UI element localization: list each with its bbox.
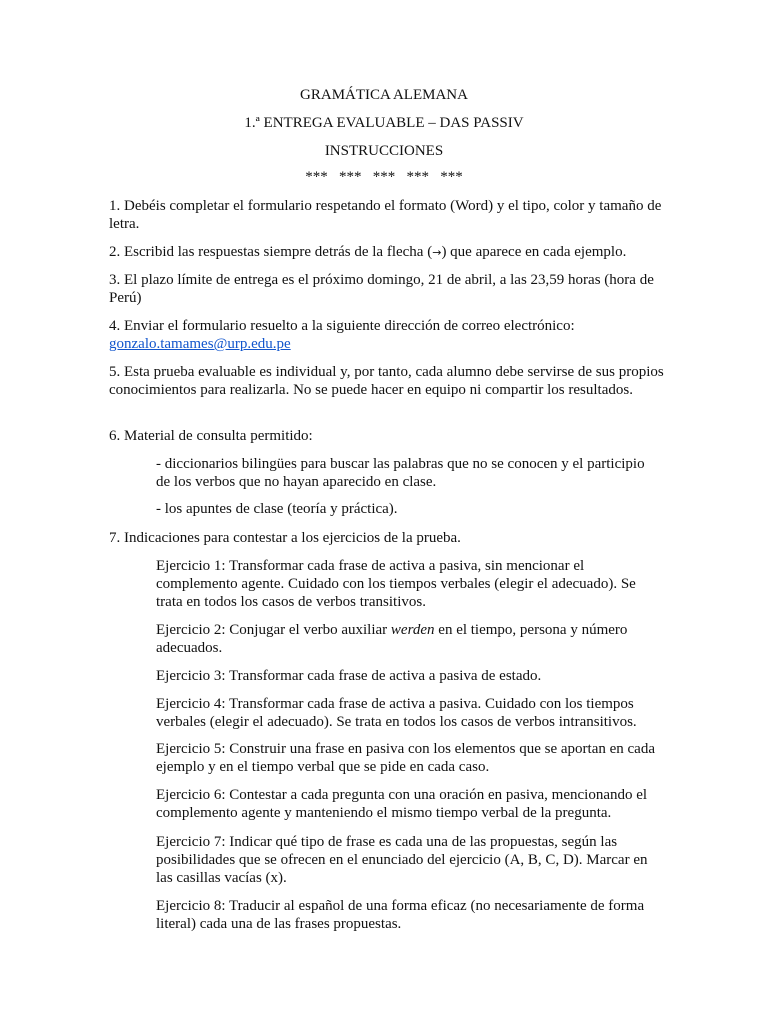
material-item-dictionaries: - diccionarios bilingües para buscar las palabras que no se conocen y el participio de los verbos que no hayan aparecido en clase.	[156, 456, 645, 490]
exercise-6: Ejercicio 6: Contestar a cada pregunta con una oración en pasiva, mencionando el complemento agente y manteniendo el mismo tiempo verbal de la pregunta.	[156, 787, 648, 821]
instruction-1: 1. Debéis completar el formulario respetando el formato (Word) y el tipo, color y tamaño de letra.	[109, 198, 662, 232]
exercise-8: Ejercicio 8: Traducir al español de una forma eficaz (no necesariamente de forma literal) cada una de las frases propuestas.	[156, 898, 645, 932]
exercise-2-text-end: en el tiempo, persona y número adecuados.	[156, 622, 628, 656]
arrow-icon: →	[432, 246, 442, 259]
email-link[interactable]: gonzalo.tamames@urp.edu.pe	[109, 336, 291, 352]
separator-asterisks: *** *** *** *** ***	[305, 169, 463, 185]
material-item-notes: - los apuntes de clase (teoría y práctica).	[156, 501, 398, 517]
instruction-4	[109, 317, 664, 353]
section-heading: INSTRUCCIONES	[324, 143, 444, 159]
exercise-1: Ejercicio 1: Transformar cada frase de activa a pasiva, sin mencionar el complemento agente. Cuidado con los tiempos verbales (elegir el adecuado). Se trata en todos los casos de verbos transitivos.	[156, 558, 636, 610]
exercise-7: Ejercicio 7: Indicar qué tipo de frase es cada una de las propuestas, según las posibilidades que se ofrecen en el enunciado del ejercicio (A, B, C, D). Marcar en las casillas vacías (x).	[156, 834, 648, 886]
exercise-2-verb: werden	[390, 622, 435, 638]
instruction-2-text-end: ) que aparece en cada ejemplo.	[441, 244, 627, 260]
document-subtitle: 1.ª ENTREGA EVALUABLE – DAS PASSIV	[244, 115, 524, 131]
exercise-2-text-start: Ejercicio 2: Conjugar el verbo auxiliar	[156, 622, 391, 638]
instruction-5: 5. Esta prueba evaluable es individual y, por tanto, cada alumno debe servirse de sus propios conocimientos para realizarla. No se puede hacer en equipo ni compartir los resultados.	[109, 364, 664, 398]
instruction-6: 6. Material de consulta permitido:	[109, 428, 313, 444]
instruction-2	[109, 243, 664, 262]
document-title: GRAMÁTICA ALEMANA	[300, 87, 468, 103]
instruction-3: 3. El plazo límite de entrega es el próximo domingo, 21 de abril, a las 23,59 horas (hora de Perú)	[109, 272, 654, 306]
instruction-4-text: 4. Enviar el formulario resuelto a la siguiente dirección de correo electrónico:	[109, 318, 575, 334]
instruction-2-text-start: 2. Escribid las respuestas siempre detrás de la flecha (	[109, 244, 433, 260]
exercise-4: Ejercicio 4: Transformar cada frase de activa a pasiva. Cuidado con los tiempos verbales (elegir el adecuado). Se trata en todos los casos de verbos intransitivos.	[156, 696, 637, 730]
instruction-7: 7. Indicaciones para contestar a los ejercicios de la prueba.	[109, 530, 461, 546]
exercise-5: Ejercicio 5: Construir una frase en pasiva con los elementos que se aportan en cada ejemplo y en el tiempo verbal que se pide en cada caso.	[156, 741, 655, 775]
exercise-3: Ejercicio 3: Transformar cada frase de activa a pasiva de estado.	[156, 668, 542, 684]
exercise-2	[156, 621, 656, 657]
